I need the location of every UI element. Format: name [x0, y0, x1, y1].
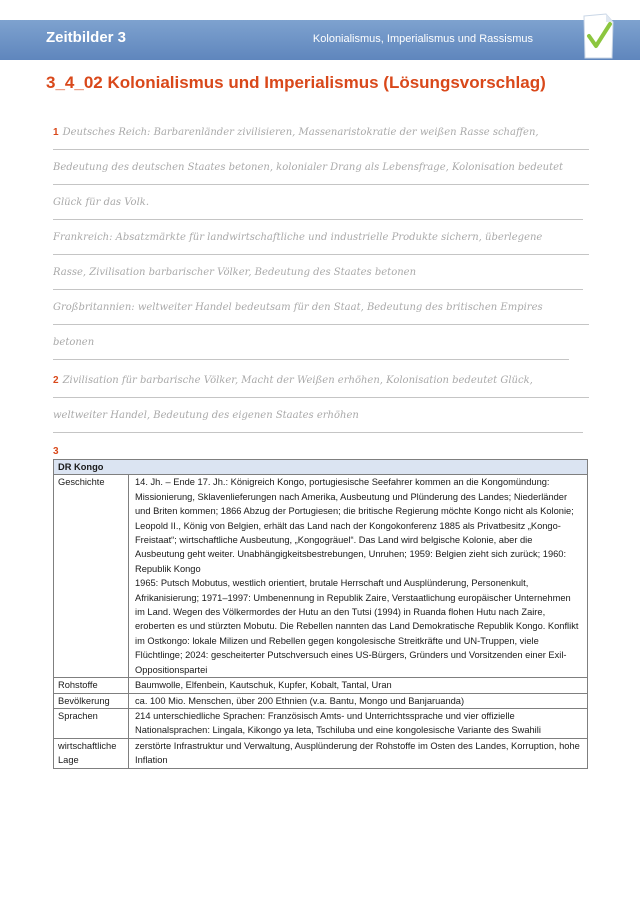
row-text: ca. 100 Mio. Menschen, über 200 Ethnien (v.a. Bantu, Mongo und Banjaruanda)	[129, 693, 588, 708]
table-row	[54, 678, 588, 693]
row-label: Rohstoffe	[54, 678, 129, 693]
page-title: 3_4_02 Kolonialismus und Imperialismus (Lösungsvorschlag)	[46, 73, 546, 92]
answer-line: Frankreich: Absatzmärkte für landwirtschaftliche und industrielle Produkte sichern, überlegene	[53, 220, 589, 255]
table-title: DR Kongo	[54, 460, 588, 475]
row-label: wirtschaftliche Lage	[54, 738, 129, 768]
series-title: Zeitbilder 3	[46, 29, 127, 46]
answer-block-2	[53, 363, 589, 433]
task-number: 3	[53, 446, 59, 457]
table-row	[54, 475, 588, 678]
answer-line: 2 Zivilisation für barbarische Völker, Macht der Weißen erhöhen, Kolonisation bedeutet Glück,	[53, 363, 589, 398]
answer-line: 1 Deutsches Reich: Barbarenländer zivilisieren, Massenaristokratie der weißen Rasse schaffen,	[53, 115, 589, 150]
row-label: Bevölkerung	[54, 693, 129, 708]
answer-line: weltweiter Handel, Bedeutung des eigenen Staates erhöhen	[53, 398, 583, 433]
check-badge-icon	[580, 12, 616, 60]
row-text: zerstörte Infrastruktur und Verwaltung, Ausplünderung der Rohstoffe im Osten des Landes, Korruption, hohe Inflation	[129, 738, 588, 768]
row-label: Sprachen	[54, 708, 129, 738]
answer-line: Glück für das Volk.	[53, 185, 583, 220]
row-text: 214 unterschiedliche Sprachen: Französisch Amts- und Unterrichtssprache und vier offizielle Nationalsprachen: Lingala, Kikongo ya leta, Tschiluba und eine kongolesische Variante des Swahili	[129, 708, 588, 738]
table-row	[54, 693, 588, 708]
country-table	[53, 459, 588, 769]
answer-line: betonen	[53, 325, 569, 360]
table-row	[54, 738, 588, 768]
header-bar	[0, 20, 640, 60]
task-number: 2	[53, 375, 59, 386]
answer-line: Bedeutung des deutschen Staates betonen, kolonialer Drang als Lebensfrage, Kolonisation bedeutet	[53, 150, 589, 185]
row-text: 14. Jh. – Ende 17. Jh.: Königreich Kongo, portugiesische Seefahrer kommen an die Kongomündung: Missionierung, Sklavenlieferungen nach Amerika, Ausbeutung und Plünderung des Landes; Niederländer und Briten kommen; 1866 Abzug der Portugiesen; die britische Regierung möchte Kongo nicht als Kolonie; Leopold II., König von Belgien, erhält das Land nach der Kongokonferenz 1885 als Privatbesitz „Kongo-Freistaat“; wirtschaftliche Ausbeutung, „Kongogräuel“. Das Land wird belgische Kolonie, aber die Ausbeutung geht weiter. Unabhängigkeitsbestrebungen, Unruhen; 1959: Belgien zieht sich zurück; 1960: Republik Kongo 1965: Putsch Mobutus, westlich orientiert, brutale Herrschaft und Ausplünderung, Personenkult, Afrikanisierung; 1971–1997: Umbenennung in Republik Zaire, Verstaatlichung europäischer Unternehmen im Land. Wegen des Völkermordes der Hutu an den Tutsi (1994) in Ruanda flohen Hutu nach Zaire, eroberten es und stürzten Mobutu. Die Rebellen nannten das Land Demokratische Republik Kongo. Konflikt im Ostkongo: lokale Milizen und Rebellen gegen kongolesische Streitkräfte und UN-Truppen, viele Flüchtlinge; 2024: gescheiterter Putschversuch eines US-Bürgers, Gründers und Vorsitzenden einer Exil-Oppositionspartei	[129, 475, 588, 678]
answer-line: Rasse, Zivilisation barbarischer Völker, Bedeutung des Staates betonen	[53, 255, 583, 290]
answer-block-1	[53, 115, 589, 360]
topic-title: Kolonialismus, Imperialismus und Rassismus	[312, 33, 533, 45]
row-text: Baumwolle, Elfenbein, Kautschuk, Kupfer, Kobalt, Tantal, Uran	[129, 678, 588, 693]
task-number: 1	[53, 127, 59, 138]
answer-line: Großbritannien: weltweiter Handel bedeutsam für den Staat, Bedeutung des britischen Empires	[53, 290, 589, 325]
table-row	[54, 708, 588, 738]
row-label: Geschichte	[54, 475, 129, 678]
